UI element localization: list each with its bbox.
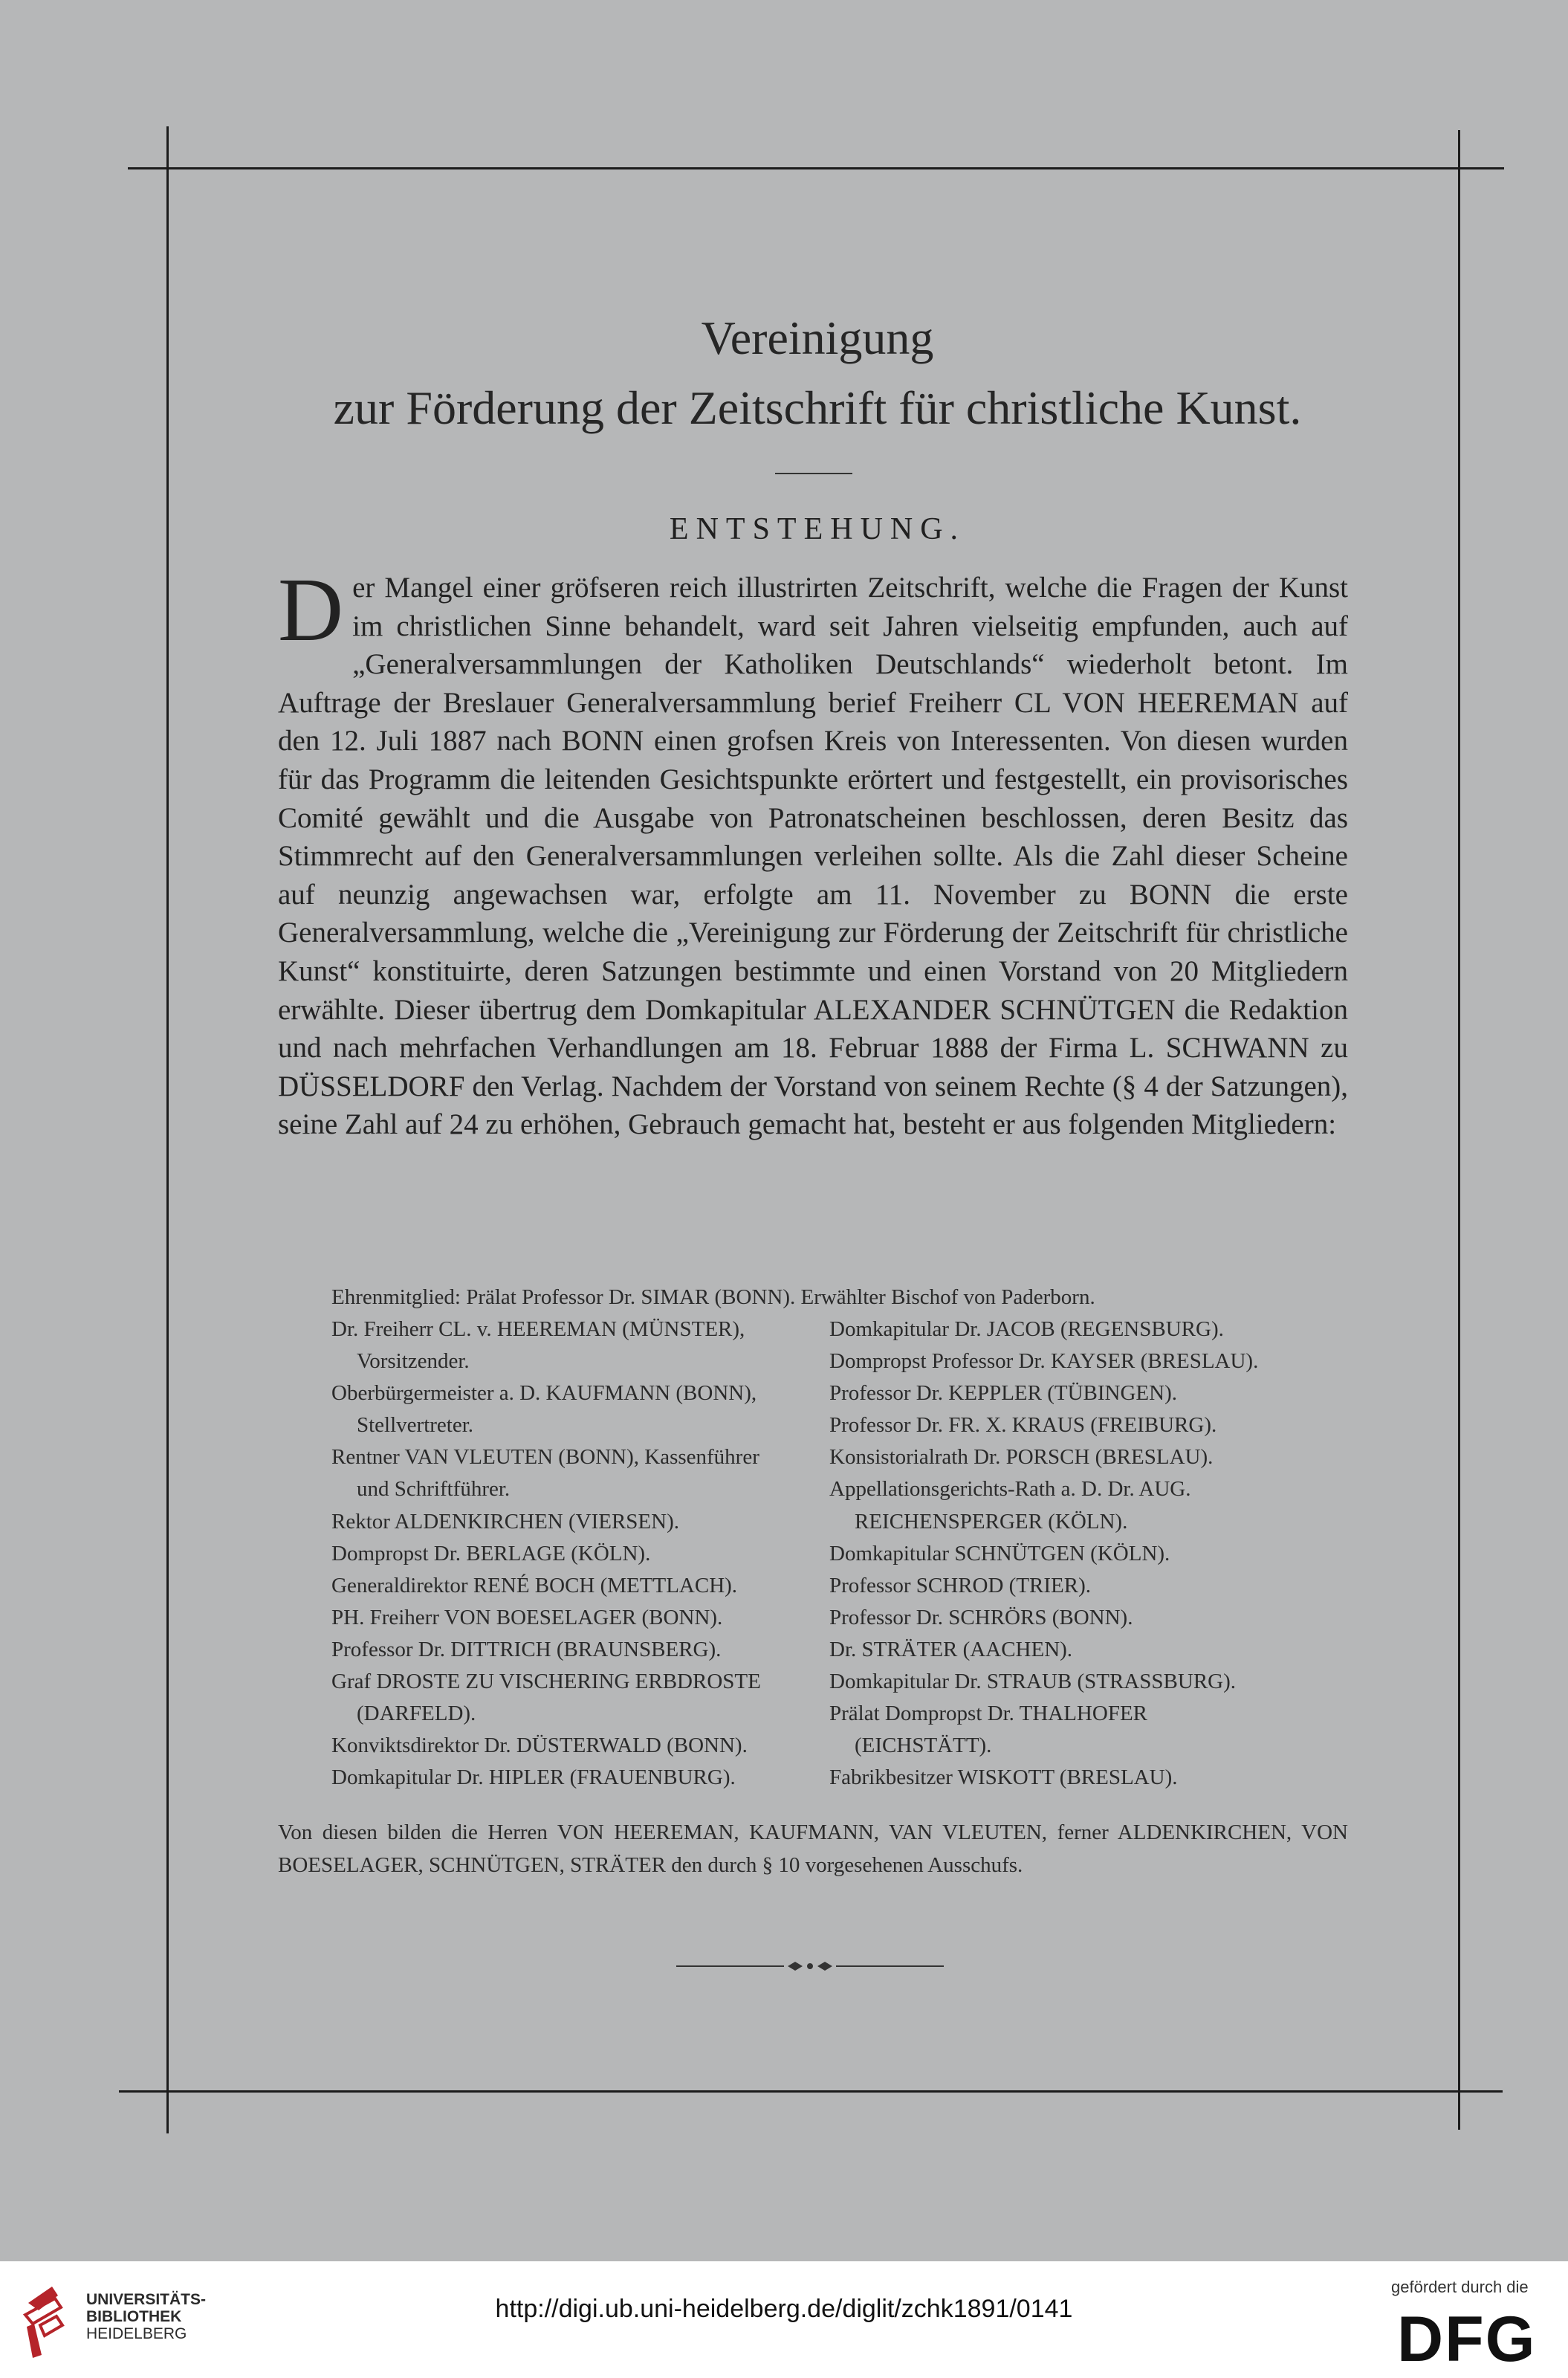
member-entry: Oberbürgermeister a. D. KAUFMANN (BONN), — [331, 1381, 757, 1406]
member-entry: Dr. STRÄTER (AACHEN). — [829, 1637, 1073, 1661]
drop-cap: D — [278, 560, 344, 660]
member-entry: Fabrikbesitzer WISKOTT (BRESLAU). — [829, 1765, 1178, 1790]
permalink[interactable]: http://digi.ub.uni-heidelberg.de/diglit/zchk1891/0141 — [495, 2295, 1073, 2323]
member-entry: REICHENSPERGER (KÖLN). — [855, 1509, 1128, 1534]
member-entry: Professor Dr. FR. X. KRAUS (FREIBURG). — [829, 1413, 1217, 1438]
member-entry: Konsistorialrath Dr. PORSCH (BRESLAU). — [829, 1445, 1214, 1470]
member-entry: Graf DROSTE ZU VISCHERING ERBDROSTE — [331, 1670, 761, 1694]
body-paragraph — [278, 560, 1348, 1144]
body-text: er Mangel einer gröfseren reich illustrirten Zeitschrift, welche die Fragen der Kunst im christlichen Sinne behandelt, ward seit Jahren vielseitig empfunden, auch auf „Generalversammlungen der Katholiken Deutschlands“ wiederholt betont. Im Auftrage der Breslauer Generalversammlung berief Freiherr CL VON HEEREMAN auf den 12. Juli 1887 nach BONN einen grofsen Kreis von Interessenten. Von diesen wurden für das Programm die leitenden Gesichtspunkte erörtert und festgestellt, ein provisorisches Comité gewählt und die Ausgabe von Patronatscheinen beschlossen, deren Besitz das Stimmrecht auf den Generalversammlungen verleihen sollte. Als die Zahl dieser Scheine auf neunzig angewachsen war, erfolgte am 11. November zu BONN die erste Generalversammlung, welche die „Vereinigung zur Förderung der Zeitschrift für christliche Kunst“ konstituirte, deren Satzungen bestimmte und einen Vorstand von 20 Mitgliedern erwählte. Dieser übertrug dem Domkapitular ALEXANDER SCHNÜTGEN die Redaktion und nach mehrfachen Verhandlungen am 18. Februar 1888 der Firma L. SCHWANN zu DÜSSELDORF den Verlag. Nachdem der Vorstand von seinem Rechte (§ 4 der Satzungen), seine Zahl auf 24 zu erhöhen, Gebrauch gemacht hat, besteht er aus folgenden Mitgliedern: — [278, 572, 1348, 1141]
funding-label: gefördert durch die — [1391, 2278, 1529, 2296]
member-entry: Prälat Dompropst Dr. THALHOFER — [829, 1702, 1148, 1726]
member-entry: Domkapitular Dr. STRAUB (STRASSBURG). — [829, 1670, 1237, 1694]
member-entry: Dompropst Professor Dr. KAYSER (BRESLAU). — [829, 1349, 1259, 1374]
member-column-left — [331, 1314, 829, 1794]
member-entry: Professor Dr. KEPPLER (TÜBINGEN). — [829, 1381, 1177, 1406]
committee-note: Von diesen bilden die Herren VON HEEREMAN, KAUFMANN, VAN VLEUTEN, ferner ALDENKIRCHEN, VON BOESELAGER, SCHNÜTGEN, STRÄTER den durch § 10 vorgesehenen Ausschufs. — [278, 1820, 1348, 1877]
honorary-member: Ehrenmitglied: Prälat Professor Dr. SIMAR (BONN). Erwählter Bischof von Paderborn. — [331, 1285, 1095, 1309]
member-entry: Stellvertreter. — [357, 1413, 474, 1438]
frame-top-rule — [128, 167, 1504, 169]
dfg-logo: DFG — [1397, 2304, 1537, 2375]
library-line-1: UNIVERSITÄTS- — [86, 2291, 207, 2308]
member-entry: Vorsitzender. — [357, 1349, 470, 1374]
section-heading: ENTSTEHUNG. — [669, 512, 966, 546]
title-line-2: zur Förderung der Zeitschrift für christliche Kunst. — [333, 381, 1302, 434]
member-entry: Rektor ALDENKIRCHEN (VIERSEN). — [331, 1509, 679, 1534]
library-line-3: HEIDELBERG — [86, 2325, 187, 2342]
member-entry: und Schriftführer. — [357, 1477, 511, 1502]
member-entry: PH. Freiherr VON BOESELAGER (BONN). — [331, 1605, 723, 1629]
member-entry: Professor Dr. DITTRICH (BRAUNSBERG). — [331, 1637, 722, 1661]
member-entry: Domkapitular SCHNÜTGEN (KÖLN). — [829, 1541, 1170, 1566]
member-list — [331, 1281, 1350, 1794]
frame-bottom-rule — [119, 2090, 1503, 2093]
member-entry: Dompropst Dr. BERLAGE (KÖLN). — [331, 1541, 651, 1566]
member-entry: Professor Dr. SCHRÖRS (BONN). — [829, 1605, 1133, 1629]
member-entry: (DARFELD). — [357, 1702, 476, 1726]
member-entry: Generaldirektor RENÉ BOCH (METTLACH). — [331, 1573, 738, 1597]
title-line-1: Vereinigung — [701, 311, 934, 364]
member-entry: Professor SCHROD (TRIER). — [829, 1573, 1092, 1597]
member-entry: Dr. Freiherr CL. v. HEEREMAN (MÜNSTER), — [331, 1317, 745, 1341]
title-divider — [775, 473, 852, 474]
member-entry: Konviktsdirektor Dr. DÜSTERWALD (BONN). — [331, 1734, 748, 1758]
member-entry: Domkapitular Dr. HIPLER (FRAUENBURG). — [331, 1765, 736, 1790]
member-entry: (EICHSTÄTT). — [855, 1734, 992, 1758]
ornamental-divider-icon — [676, 1955, 944, 1977]
member-entry: Appellationsgerichts-Rath a. D. Dr. AUG. — [829, 1477, 1191, 1502]
member-column-right — [829, 1314, 1335, 1794]
member-entry: Domkapitular Dr. JACOB (REGENSBURG). — [829, 1317, 1224, 1341]
library-line-2: BIBLIOTHEK — [86, 2308, 182, 2325]
member-entry: Rentner VAN VLEUTEN (BONN), Kassenführer — [331, 1445, 759, 1470]
